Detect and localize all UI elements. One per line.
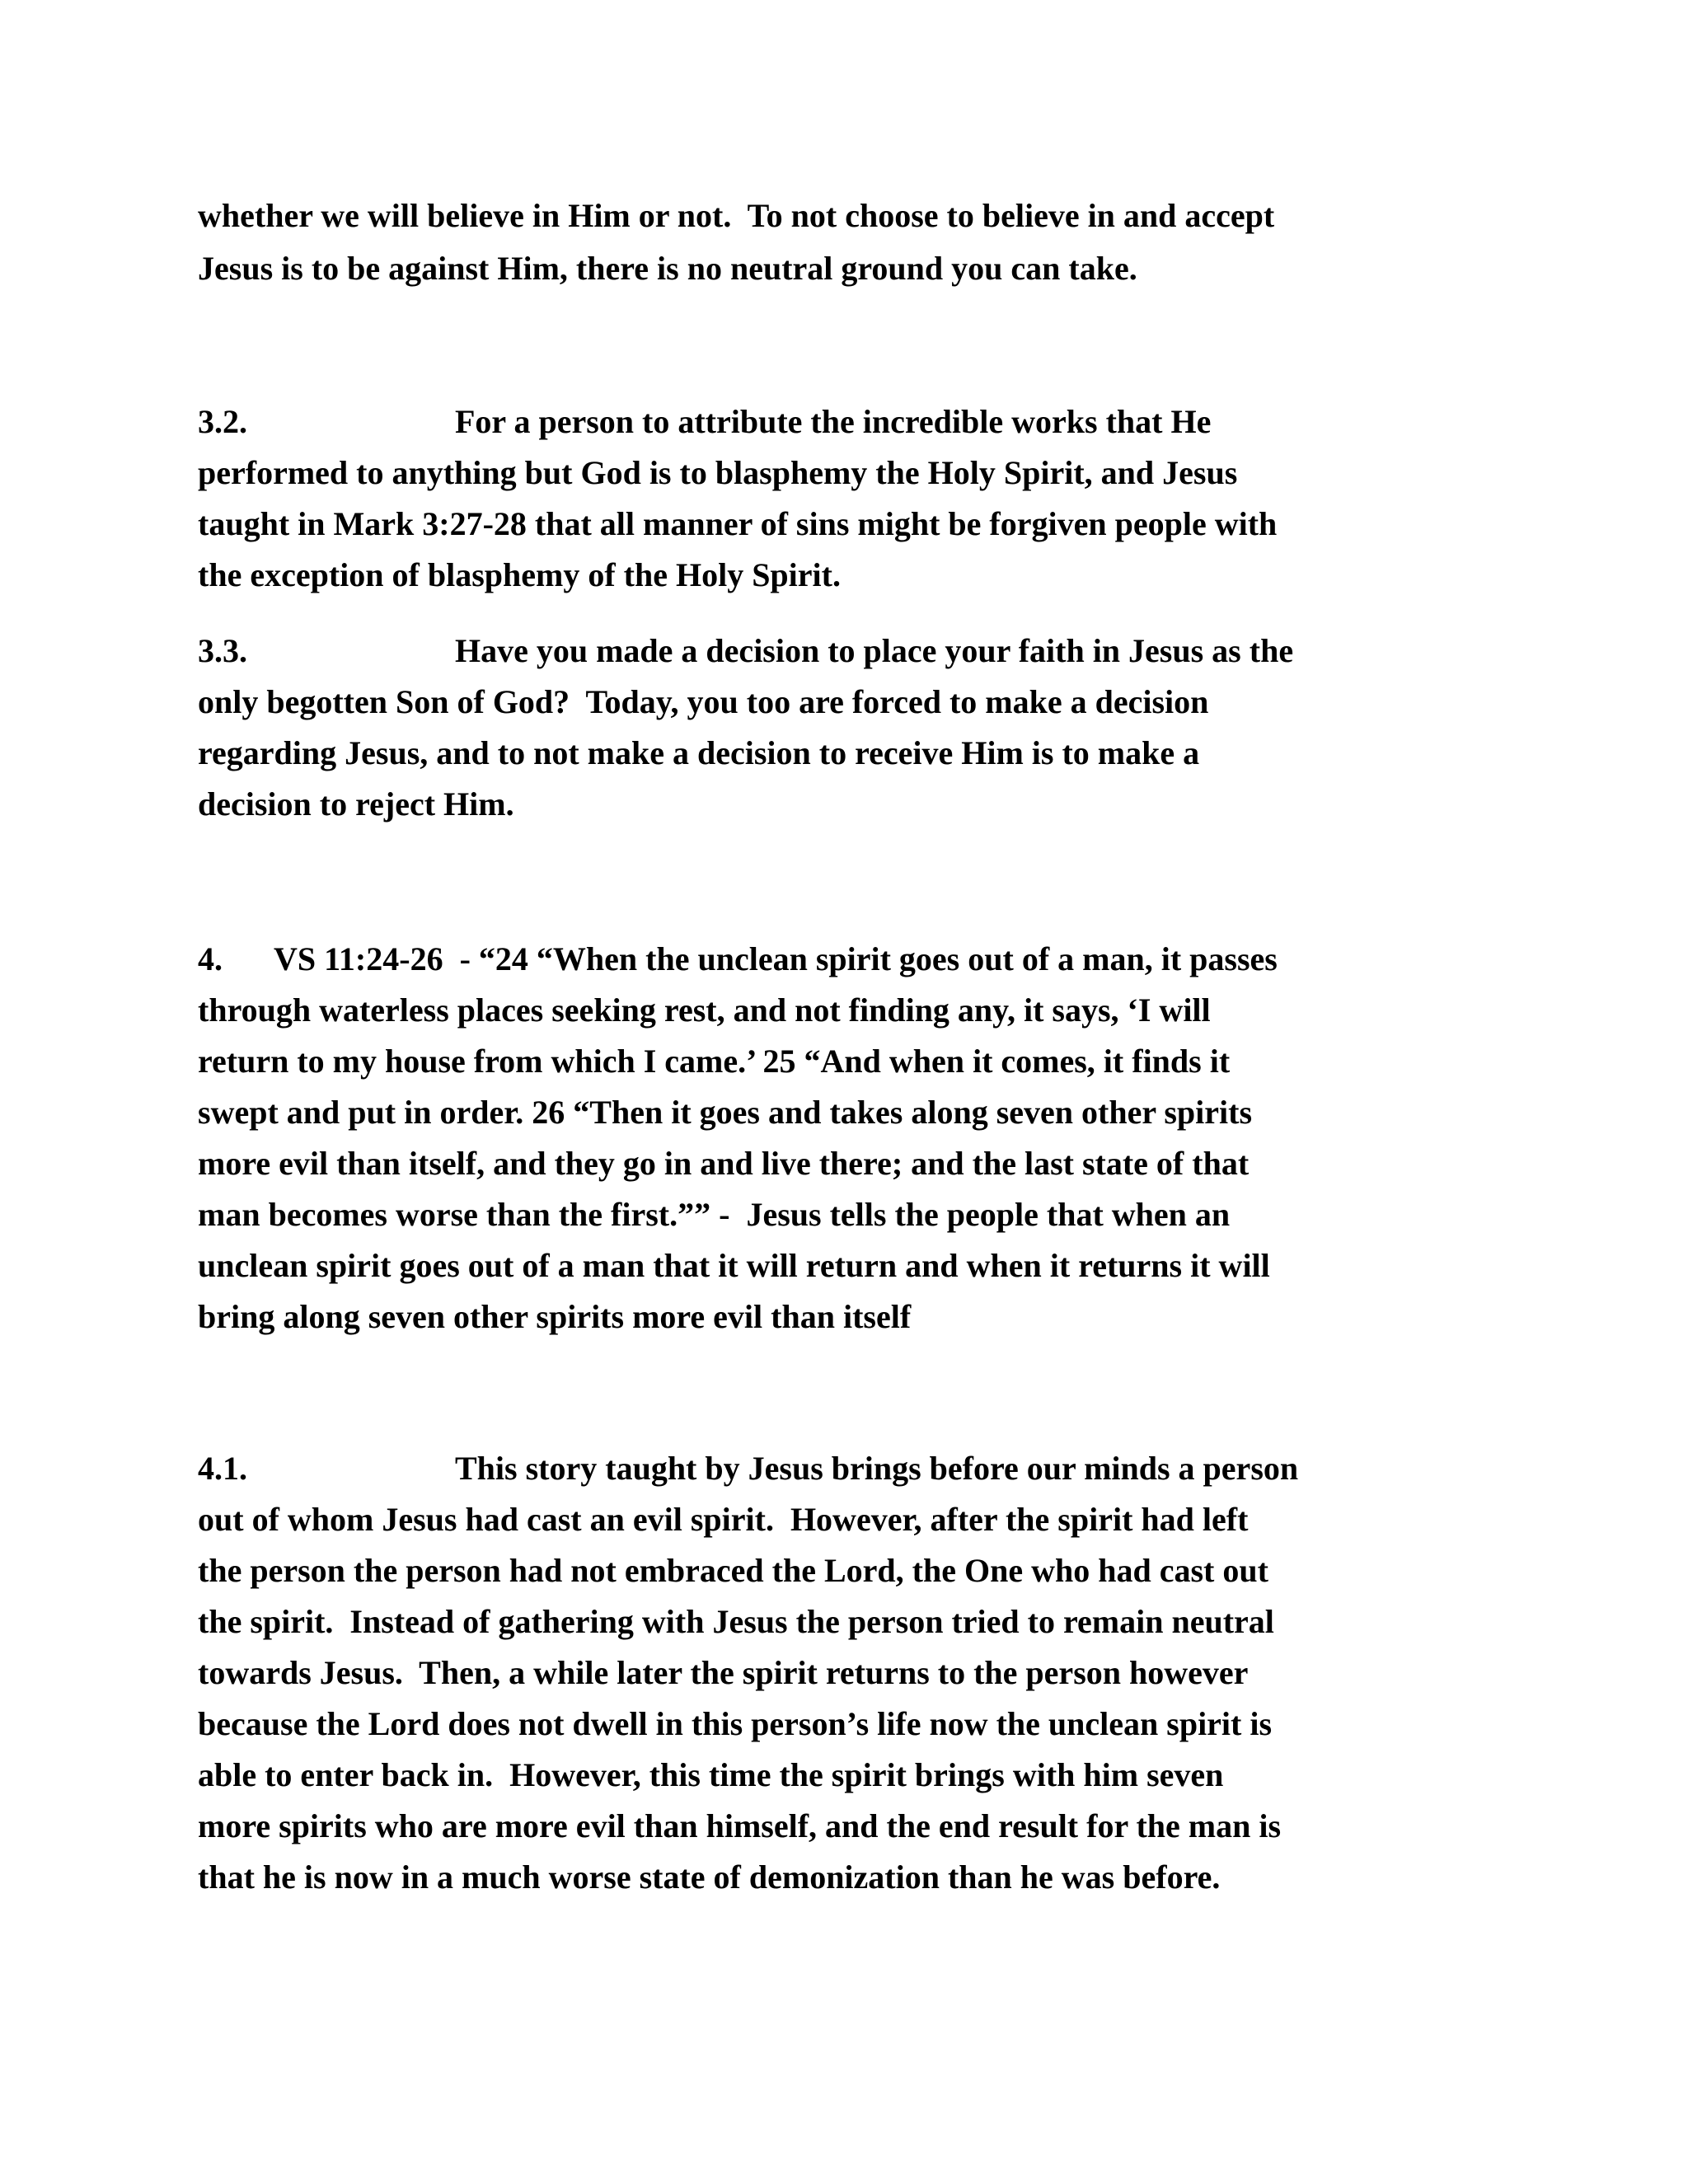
- text-line: that he is now in a much worse state of demonization than he was before.: [198, 1858, 1221, 1896]
- text-line: towards Jesus. Then, a while later the spirit returns to the person however: [198, 1654, 1249, 1691]
- text-line: through waterless places seeking rest, and not finding any, it says, ‘I will: [198, 991, 1211, 1029]
- text-line: decision to reject Him.: [198, 785, 514, 823]
- text-line: whether we will believe in Him or not. To not choose to believe in and accept: [198, 197, 1275, 234]
- text-line: Have you made a decision to place your faith in Jesus as the: [455, 632, 1294, 669]
- text-line: the exception of blasphemy of the Holy Spirit.: [198, 556, 841, 593]
- paragraph-number: 4.1.: [198, 1450, 247, 1487]
- text-line: swept and put in order. 26 “Then it goes and takes along seven other spirits: [198, 1094, 1253, 1131]
- text-line: taught in Mark 3:27-28 that all manner of sins might be forgiven people with: [198, 505, 1278, 542]
- text-line: able to enter back in. However, this time the spirit brings with him seven: [198, 1756, 1224, 1793]
- text-line: man becomes worse than the first.”” - Jesus tells the people that when an: [198, 1196, 1231, 1233]
- text-line: return to my house from which I came.’ 25 “And when it comes, it finds it: [198, 1043, 1231, 1080]
- text-line: For a person to attribute the incredible works that He: [455, 403, 1212, 440]
- text-line: only begotten Son of God? Today, you too are forced to make a decision: [198, 683, 1209, 720]
- text-line: regarding Jesus, and to not make a decision to receive Him is to make a: [198, 734, 1200, 771]
- text-line: Jesus is to be against Him, there is no neutral ground you can take.: [198, 250, 1137, 287]
- text-line: because the Lord does not dwell in this person’s life now the unclean spirit is: [198, 1705, 1273, 1742]
- text-line: more spirits who are more evil than himself, and the end result for the man is: [198, 1807, 1282, 1844]
- text-line: VS 11:24-26 - “24 “When the unclean spirit goes out of a man, it passes: [274, 940, 1278, 977]
- paragraph-number: 3.2.: [198, 403, 247, 440]
- text-line: the spirit. Instead of gathering with Jesus the person tried to remain neutral: [198, 1603, 1274, 1640]
- paragraph-number: 4.: [198, 940, 223, 977]
- text-line: bring along seven other spirits more evil than itself: [198, 1298, 912, 1335]
- text-line: the person the person had not embraced the Lord, the One who had cast out: [198, 1552, 1268, 1589]
- text-line: out of whom Jesus had cast an evil spirit. However, after the spirit had left: [198, 1501, 1249, 1538]
- text-line: This story taught by Jesus brings before our minds a person: [455, 1450, 1299, 1487]
- text-line: unclean spirit goes out of a man that it will return and when it returns it will: [198, 1247, 1270, 1284]
- text-line: performed to anything but God is to blasphemy the Holy Spirit, and Jesus: [198, 454, 1238, 491]
- text-line: more evil than itself, and they go in and live there; and the last state of that: [198, 1145, 1250, 1182]
- paragraph-number: 3.3.: [198, 632, 247, 669]
